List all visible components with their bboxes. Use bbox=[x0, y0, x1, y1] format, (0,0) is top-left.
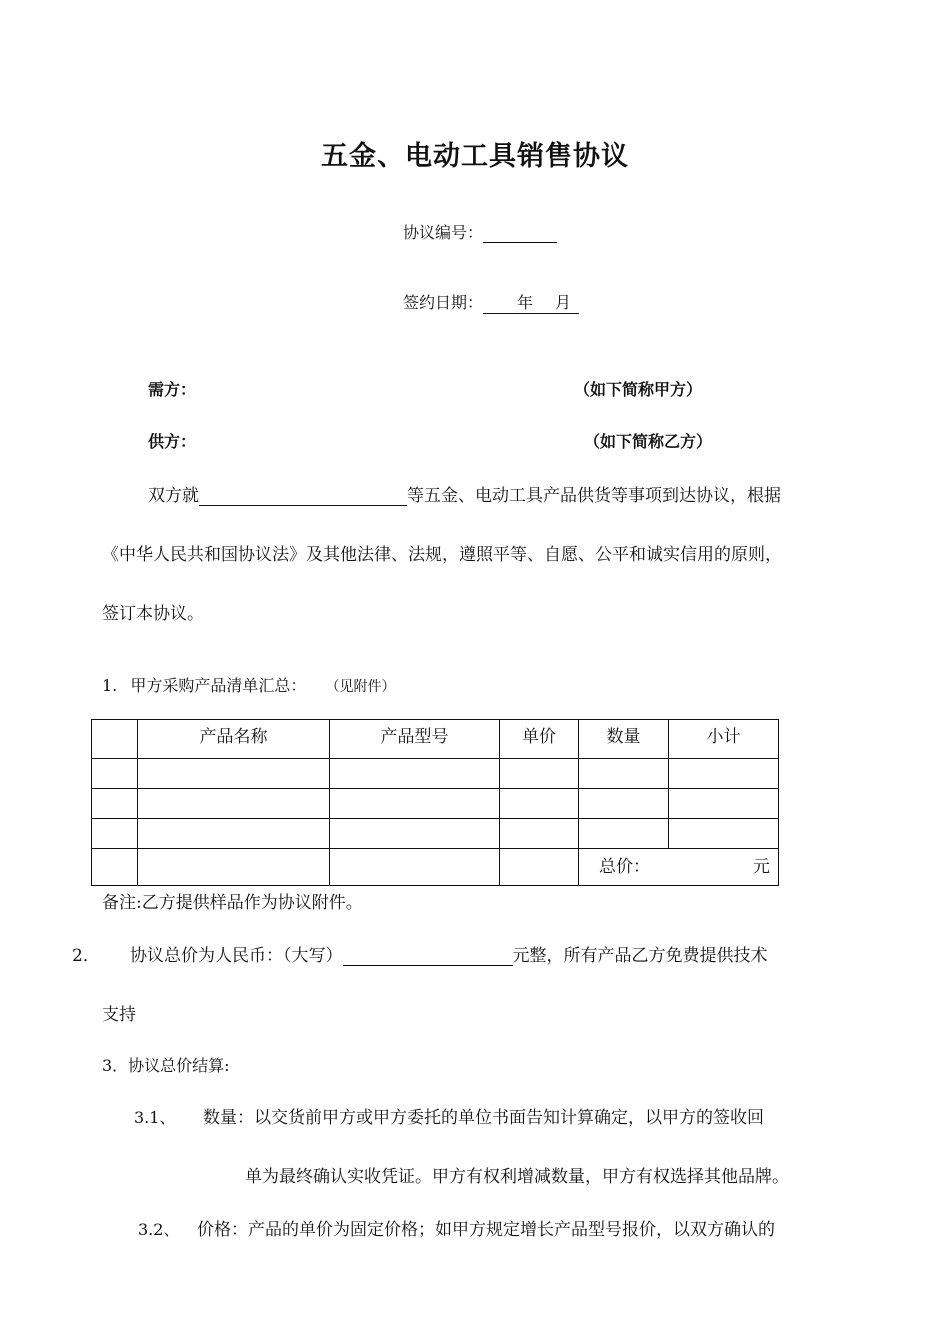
section-2-text-post: 元整，所有产品乙方免费提供技术 bbox=[512, 946, 768, 966]
total-price-cell[interactable] bbox=[579, 849, 779, 886]
table-header-unit-price: 单价 bbox=[500, 720, 579, 759]
table-cell[interactable] bbox=[138, 819, 330, 849]
table-cell[interactable] bbox=[138, 849, 330, 886]
document-title: 五金、电动工具销售协议 bbox=[321, 141, 629, 172]
table-cell[interactable] bbox=[669, 759, 779, 789]
section-1-number: 1. bbox=[102, 676, 118, 695]
supplier-alias: （如下简称乙方） bbox=[584, 432, 713, 451]
buyer-alias: （如下简称甲方） bbox=[574, 380, 703, 399]
section-2-line-2: 支持 bbox=[102, 1005, 136, 1025]
table-cell[interactable] bbox=[92, 849, 138, 886]
table-cell[interactable] bbox=[669, 819, 779, 849]
table-header-index bbox=[92, 720, 138, 759]
sign-date-blank[interactable] bbox=[483, 290, 579, 314]
table-remark: 备注:乙方提供样品作为协议附件。 bbox=[102, 893, 363, 913]
table-header-name: 产品名称 bbox=[138, 720, 330, 759]
table-cell[interactable] bbox=[500, 759, 579, 789]
table-cell[interactable] bbox=[330, 849, 500, 886]
total-amount-blank[interactable] bbox=[343, 947, 513, 966]
table-header-quantity: 数量 bbox=[579, 720, 669, 759]
section-3-heading: 3．协议总价结算: bbox=[102, 1056, 230, 1075]
intro-line-1-post: 等五金、电动工具产品供货等事项到达协议，根据 bbox=[407, 486, 781, 506]
product-table bbox=[91, 719, 779, 886]
table-cell[interactable] bbox=[92, 789, 138, 819]
table-cell[interactable] bbox=[330, 819, 500, 849]
section-1-heading bbox=[102, 673, 395, 696]
sign-date-label: 签约日期： bbox=[403, 293, 484, 312]
table-row bbox=[92, 789, 779, 819]
table-cell[interactable] bbox=[500, 819, 579, 849]
section-2-text-pre: 协议总价为人民币：（大写） bbox=[130, 946, 343, 966]
agreement-number-blank[interactable] bbox=[483, 224, 557, 243]
table-cell[interactable] bbox=[138, 789, 330, 819]
table-header-model: 产品型号 bbox=[330, 720, 500, 759]
table-total-row bbox=[92, 849, 779, 886]
section-3-1-line-2: 单为最终确认实收凭证。甲方有权利增减数量，甲方有权选择其他品牌。 bbox=[245, 1167, 789, 1187]
section-3-2-line-1: 价格：产品的单价为固定价格；如甲方规定增长产品型号报价，以双方确认的 bbox=[197, 1220, 775, 1240]
intro-line-1-pre: 双方就 bbox=[148, 486, 199, 506]
total-price-label: 总价： bbox=[599, 857, 650, 877]
intro-line-3: 签订本协议。 bbox=[102, 604, 204, 624]
section-1-note: （见附件） bbox=[325, 679, 396, 695]
table-cell[interactable] bbox=[500, 849, 579, 886]
product-scope-blank[interactable] bbox=[199, 487, 407, 506]
agreement-number-label: 协议编号： bbox=[403, 223, 484, 242]
table-cell[interactable] bbox=[330, 759, 500, 789]
sign-date-row bbox=[403, 290, 579, 314]
intro-line-1 bbox=[148, 481, 781, 506]
table-row bbox=[92, 759, 779, 789]
table-cell[interactable] bbox=[500, 789, 579, 819]
table-cell[interactable] bbox=[92, 759, 138, 789]
supplier-label: 供方： bbox=[148, 432, 197, 451]
section-2-line-1 bbox=[130, 941, 768, 966]
table-cell[interactable] bbox=[579, 789, 669, 819]
table-cell[interactable] bbox=[579, 819, 669, 849]
sign-date-year: 年 bbox=[517, 293, 534, 312]
table-row bbox=[92, 819, 779, 849]
table-header-subtotal: 小计 bbox=[669, 720, 779, 759]
table-header-row bbox=[92, 720, 779, 759]
table-cell[interactable] bbox=[330, 789, 500, 819]
section-2-number: 2． bbox=[72, 946, 100, 966]
table-cell[interactable] bbox=[579, 759, 669, 789]
sign-date-month: 月 bbox=[555, 293, 572, 312]
table-cell[interactable] bbox=[92, 819, 138, 849]
agreement-number-row bbox=[403, 220, 557, 243]
section-3-1-number: 3.1、 bbox=[134, 1108, 176, 1127]
total-price-unit: 元 bbox=[753, 857, 770, 877]
section-3-2-number: 3.2、 bbox=[138, 1220, 180, 1239]
buyer-label: 需方： bbox=[148, 380, 197, 399]
section-1-text: 甲方采购产品清单汇总： bbox=[130, 676, 307, 695]
table-cell[interactable] bbox=[138, 759, 330, 789]
section-3-1-line-1: 数量：以交货前甲方或甲方委托的单位书面告知计算确定，以甲方的签收回 bbox=[203, 1108, 764, 1128]
table-cell[interactable] bbox=[669, 789, 779, 819]
intro-line-2: 《中华人民共和国协议法》及其他法律、法规，遵照平等、自愿、公平和诚实信用的原则， bbox=[102, 545, 782, 565]
